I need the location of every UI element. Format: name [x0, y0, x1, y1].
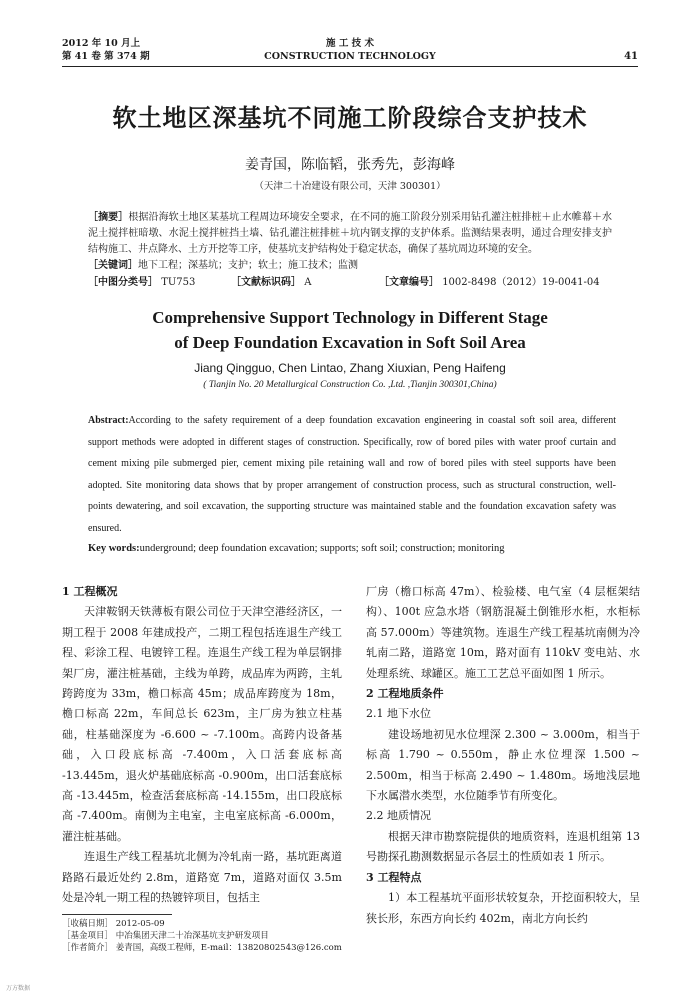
abstract-cn-text: 根据沿海软土地区某基坑工程周边环境安全要求，在不同的施工阶段分别采用钻孔灌注桩排桩＋止水帷幕＋水泥土搅拌桩暗墩、水泥土搅拌桩挡土墙、钻孔灌注桩排桩＋坑内钢支撑的支护体系。监测结果表明，通过合理安排支护结构施工、井点降水、土方开挖等工序，使基坑支护结构处于稳定状态，确保了基坑周边环境的安全。 — [88, 212, 613, 255]
title-en-line1: Comprehensive Support Technology in Different Stage — [152, 308, 548, 327]
body-column-left — [62, 582, 342, 909]
article-no-label: ［文章编号］ — [379, 277, 439, 288]
section-2-1-paragraph: 建设场地初见水位埋深 2.300 ~ 3.000m，相当于标高 1.790 ~ 0.550m，静止水位埋深 1.500 ~ 2.500m，相当于标高 2.490 ~ 1.480m。场地浅层地下水属潜水类型，水位随季节有所变化。 — [366, 727, 640, 803]
footnote-fund: ［基金项目］ 中冶集团天津二十冶深基坑支护研发项目 — [62, 931, 269, 941]
footnote-divider — [62, 914, 172, 915]
header-divider — [62, 66, 638, 67]
clc-label: ［中图分类号］ — [88, 277, 158, 288]
keywords-en — [88, 541, 616, 557]
header-journal — [62, 37, 638, 63]
affiliation-en: ( Tianjin No. 20 Metallurgical Construction Co. ,Ltd. ,Tianjin 300301,China) — [203, 380, 497, 390]
page-number: 41 — [624, 51, 638, 62]
title-en — [0, 305, 700, 355]
keywords-cn — [88, 258, 612, 274]
header-date: 2012 年 10 月上 — [62, 38, 141, 49]
clc-value: TU753 — [161, 277, 196, 288]
section-2-1-heading: 2.1 地下水位 — [366, 707, 431, 721]
affiliation-cn: （天津二十冶建设有限公司，天津 300301） — [254, 181, 446, 192]
section-1-paragraph-2: 连退生产线工程基坑北侧为冷轧南一路，基坑距离道路路石最近处约 2.8m，道路宽 7m，道路对面仅 3.5m 处是冷轧一期工程的热镀锌项目，包括主 — [62, 850, 342, 905]
authors-en: Jiang Qingguo, Chen Lintao, Zhang Xiuxian, Peng Haifeng — [194, 361, 506, 375]
section-2-2-heading: 2.2 地质情况 — [366, 809, 431, 823]
abstract-cn-label: ［摘要］ — [88, 212, 129, 223]
section-1-paragraph-2-continued: 厂房（檐口标高 47m）、检验楼、电气室（4 层框架结构）、100t 应急水塔（钢筋混凝土倒锥形水柜，水柜标高 57.000m）等建筑物。连退生产线工程基坑南侧为冷轧南二路，道路宽 10m，路对面有 110kV 变电站、水处理系统、球罐区。施工工艺总平面如图 1 所示。 — [366, 585, 640, 680]
keywords-en-text: underground; deep foundation excavation; supports; soft soil; construction; monitoring — [139, 543, 505, 554]
authors-cn: 姜青国，陈临韬，张秀先，彭海峰 — [245, 157, 455, 173]
journal-name-en: CONSTRUCTION TECHNOLOGY — [264, 51, 436, 62]
keywords-cn-label: ［关键词］ — [88, 260, 138, 271]
section-2-heading: 2 工程地质条件 — [366, 687, 444, 701]
keywords-cn-text: 地下工程；深基坑；支护；软土；施工技术；监测 — [138, 260, 358, 271]
abstract-cn — [88, 210, 612, 258]
running-header — [62, 37, 638, 67]
body-column-right — [366, 582, 640, 929]
doc-code-label: ［文献标识码］ — [231, 277, 301, 288]
footnote-received: ［收稿日期］ 2012-05-09 — [62, 919, 165, 929]
section-2-2-paragraph: 根据天津市勘察院提供的地质资料，连退机组第 13 号勘探孔勘测数据显示各层土的性质如表 1 所示。 — [366, 829, 640, 864]
article-no-value: 1002-8498（2012）19-0041-04 — [442, 277, 600, 288]
keywords-en-label: Key words: — [88, 543, 140, 554]
abstract-en-text: According to the safety requirement of a deep foundation excavation engineering in coastal soft soil area, different support methods were adopted in different stages of construction. Specifically, row of bored piles with water proof curtain and cement mixing pile submerged pier, cement mixing pile retaining wall and row of bored piles with steel supports have been adopted. Site monitoring data shows that by proper arrangement of construction process, such as structural construction, well-points dewatering, and soil excavation, the supporting structure was maintained stable and the foundation excavation safety was ensured. — [88, 415, 616, 534]
title-cn: 软土地区深基坑不同施工阶段综合支护技术 — [112, 103, 588, 132]
section-1-heading: 1 工程概况 — [62, 585, 118, 598]
doc-code-value: A — [304, 277, 312, 288]
header-volume: 第 41 卷 第 374 期 — [62, 51, 150, 62]
abstract-en — [88, 410, 616, 539]
database-watermark: 万方数据 — [6, 985, 31, 992]
footnote-author: ［作者简介］ 姜青国，高级工程师，E-mail：13820802543@126.com — [62, 943, 342, 953]
journal-name-cn: 施 工 技 术 — [326, 38, 374, 49]
title-en-line2: of Deep Foundation Excavation in Soft Soil Area — [174, 333, 526, 352]
abstract-en-label: Abstract: — [88, 415, 129, 426]
section-1-paragraph-1: 天津鞍钢天铁薄板有限公司位于天津空港经济区，一期工程于 2008 年建成投产，二期工程包括连退生产线工程、彩涂工程、电镀锌工程。连退生产线工程为单层钢排架厂房，灌注桩基础，主线为单跨，成品库为两跨，主轧跨跨度为 33m，檐口标高 45m；成品库跨度为 18m，檐口标高 22m，车间总长 623m，主厂房为独立柱基础，柱基础深度为 -6.600 ~ -7.100m。高跨内设备基础，入口段底标高 -7.400m，入口活套底标高 -13.445m，退火炉基础底标高 -0.900m，出口活套底标高 -13.445m，检查活套底标高 -14.155m，出口段底标高 -7.400m。南侧为主电室，主电室底标高 -6.000m，灌注桩基础。 — [62, 605, 342, 843]
footnote — [62, 918, 352, 954]
section-3-heading: 3 工程特点 — [366, 870, 422, 884]
section-3-paragraph: 1）本工程基坑平面形状较复杂，开挖面积较大，呈狭长形，东西方向长约 402m，南北方向长约 — [366, 891, 640, 925]
